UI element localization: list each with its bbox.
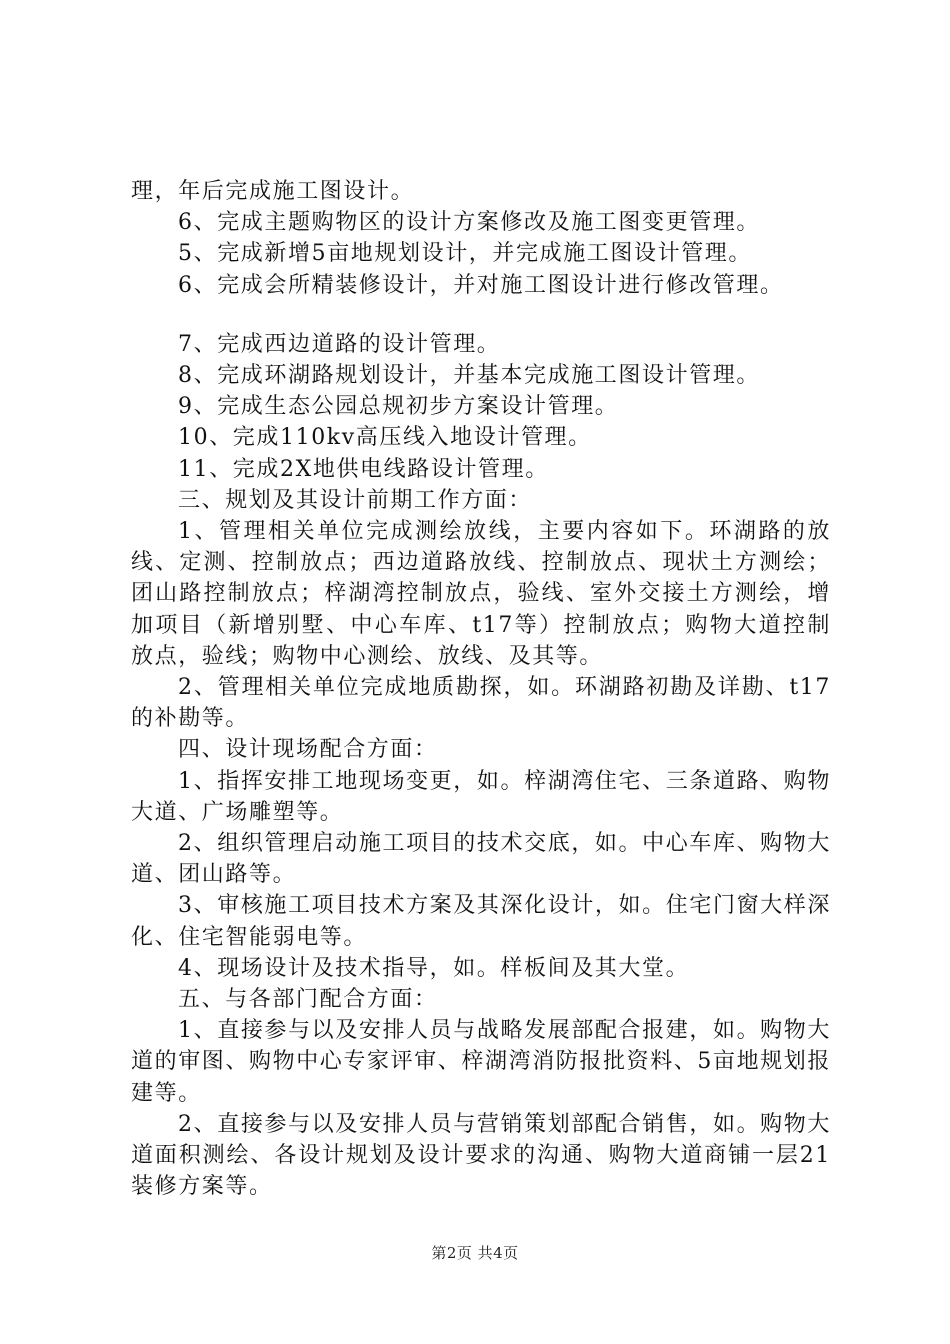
paragraph-site-guidance: 4、现场设计及技术指导，如。样板间及其大堂。 — [178, 955, 690, 981]
document-body — [131, 176, 831, 1203]
section-heading-4: 四、设计现场配合方面： — [178, 737, 438, 763]
paragraph-continuation: 理，年后完成施工图设计。 — [131, 179, 415, 204]
paragraph-item-10: 10、完成110kv高压线入地设计管理。 — [178, 425, 592, 451]
paragraph-item-6a: 6、完成主题购物区的设计方案修改及施工图变更管理。 — [178, 210, 760, 236]
paragraph-tech-review: 3、审核施工项目技术方案及其深化设计，如。住宅门窗大样深化、住宅智能弱电等。 — [131, 893, 831, 950]
paragraph-sales: 2、直接参与以及安排人员与营销策划部配合销售，如。购物大道面积测绘、各设计规划及设计要求的沟通、购物大道商铺一层21装修方案等。 — [131, 1111, 831, 1200]
paragraph-approval: 1、直接参与以及安排人员与战略发展部配合报建，如。购物大道的审图、购物中心专家评审、梓湖湾消防报批资料、5亩地规划报建等。 — [131, 1018, 831, 1106]
paragraph-item-9: 9、完成生态公园总规初步方案设计管理。 — [178, 394, 619, 420]
page-number: 第2页 共4页 — [431, 1244, 519, 1262]
paragraph-geology: 2、管理相关单位完成地质勘探，如。环湖路初勘及详勘、t17的补勘等。 — [131, 675, 831, 732]
paragraph-item-6b: 6、完成会所精装修设计，并对施工图设计进行修改管理。 — [178, 272, 784, 298]
section-heading-5: 五、与各部门配合方面： — [178, 987, 438, 1013]
paragraph-survey: 1、管理相关单位完成测绘放线，主要内容如下。环湖路的放线、定测、控制放点；西边道路放线、控制放点、现状土方测绘；团山路控制放点；梓湖湾控制放点，验线、室外交接土方测绘，增加项目（新增别墅、中心车库、t17等）控制放点；购物大道控制放点，验线；购物中心测绘、放线、及其等。 — [131, 519, 831, 669]
section-heading-3: 三、规划及其设计前期工作方面： — [178, 487, 533, 513]
paragraph-item-8: 8、完成环湖路规划设计，并基本完成施工图设计管理。 — [178, 363, 760, 389]
page-footer — [0, 1242, 950, 1263]
paragraph-gap — [131, 301, 831, 329]
paragraph-item-5: 5、完成新增5亩地规划设计，并完成施工图设计管理。 — [178, 241, 752, 267]
paragraph-site-changes: 1、指挥安排工地现场变更，如。梓湖湾住宅、三条道路、购物大道、广场雕塑等。 — [131, 768, 831, 825]
paragraph-item-11: 11、完成2X地供电线路设计管理。 — [178, 456, 549, 482]
paragraph-tech-briefing: 2、组织管理启动施工项目的技术交底，如。中心车库、购物大道、团山路等。 — [131, 831, 831, 888]
paragraph-item-7: 7、完成西边道路的设计管理。 — [178, 331, 501, 357]
